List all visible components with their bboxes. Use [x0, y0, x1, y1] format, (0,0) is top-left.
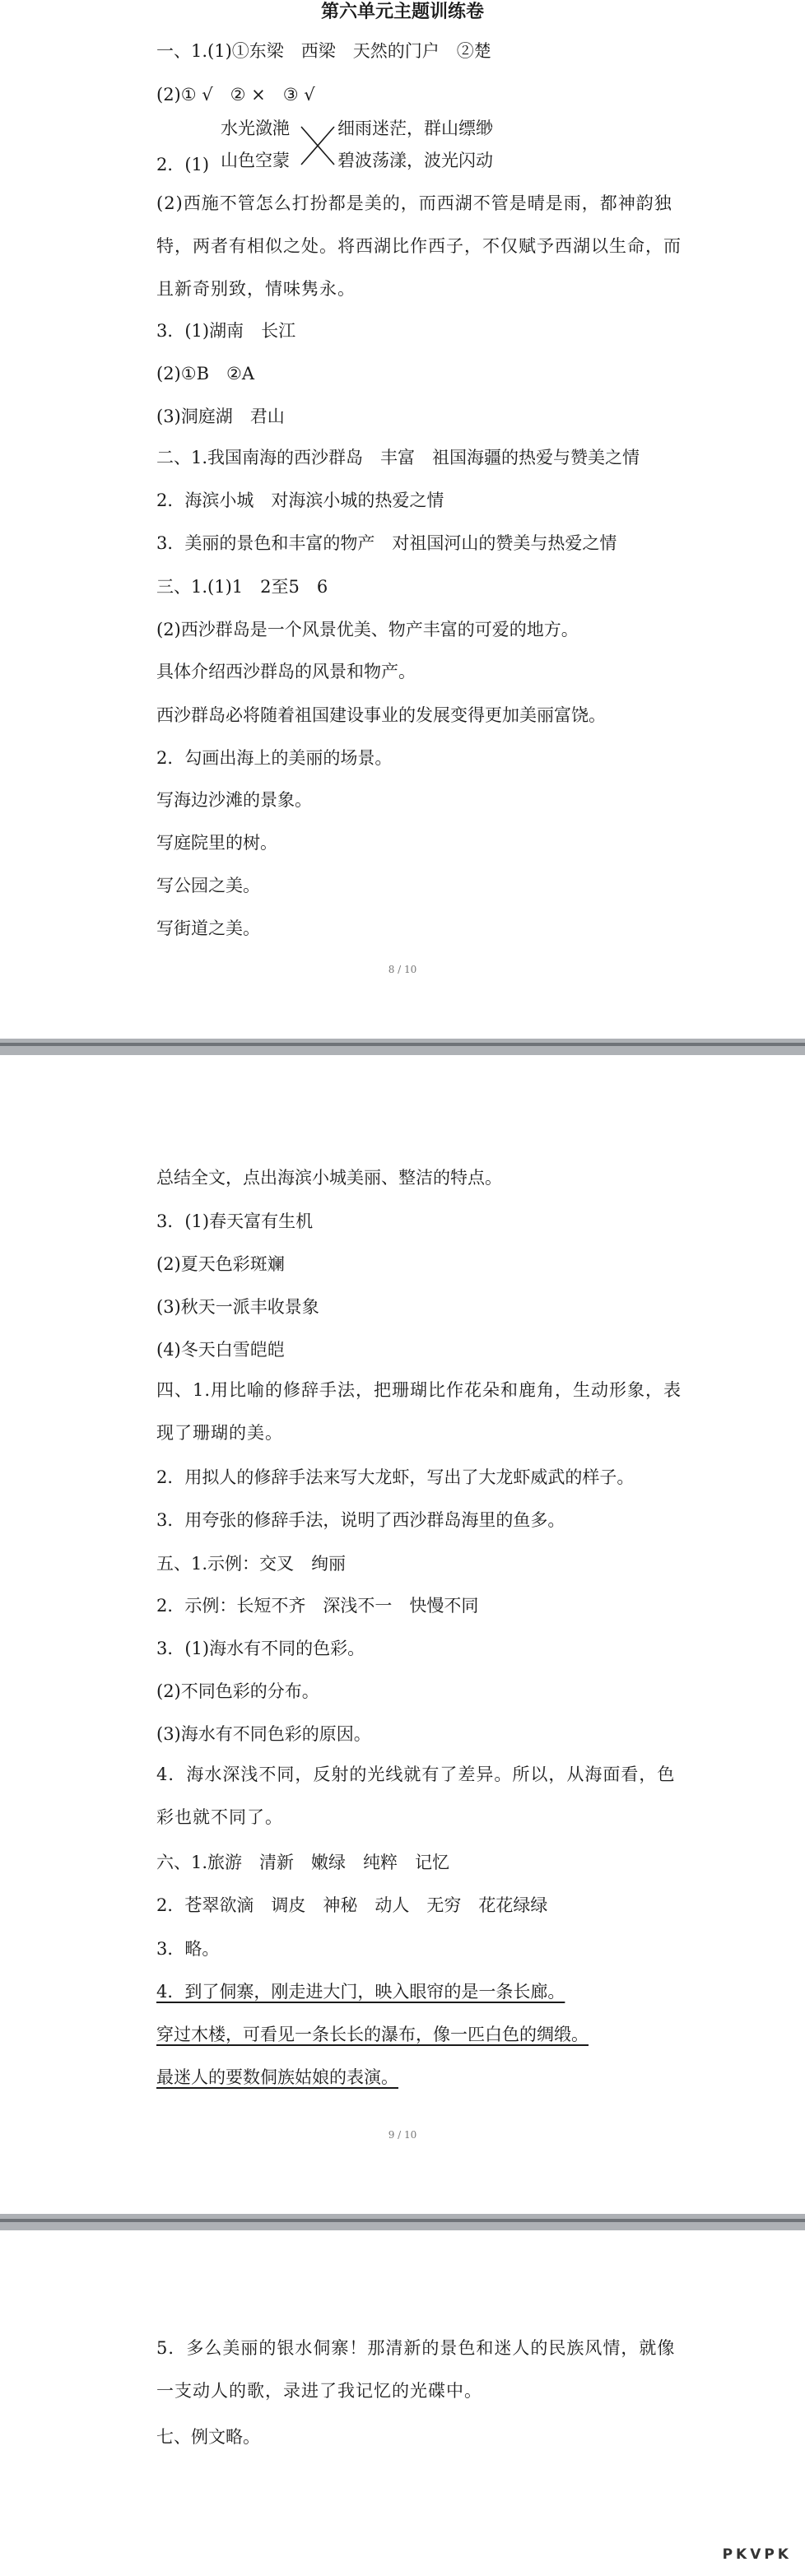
text-line: 2．苍翠欲滴 调皮 神秘 动人 无穷 花花绿绿 [156, 1895, 548, 1915]
paragraph: 5．多么美丽的银水侗寨！那清新的景色和迷人的民族风情，就像一支动人的歌，录进了我记忆的光碟中。 [156, 2338, 676, 2401]
text-line: (2)西沙群岛是一个风景优美、物产丰富的可爱的地方。 [156, 620, 579, 639]
text-line: (2)① √ ② × ③ √ [156, 85, 315, 105]
matching-right-1: 细雨迷茫，群山缥缈 [337, 119, 493, 138]
text-line: 3．用夸张的修辞手法，说明了西沙群岛海里的鱼多。 [156, 1510, 565, 1530]
text-line: 二、1.我国南海的西沙群岛 丰富 祖国海疆的热爱与赞美之情 [156, 448, 640, 467]
matching-cross-lines [300, 123, 336, 168]
text-line: (3)海水有不同色彩的原因。 [156, 1724, 371, 1744]
text-line: (3)洞庭湖 君山 [156, 407, 285, 426]
paragraph: 4．海水深浅不同，反射的光线就有了差异。所以，从海面看，色彩也就不同了。 [156, 1765, 676, 1827]
document-page-1 [0, 0, 805, 1039]
page-separator [0, 1039, 805, 1055]
text-line: 2．海滨小城 对海滨小城的热爱之情 [156, 491, 444, 510]
text-line: 五、1.示例：交叉 绚丽 [156, 1554, 347, 1574]
page-number: 9 / 10 [388, 2129, 417, 2141]
underlined-answer: 最迷人的要数侗族姑娘的表演。 [156, 2067, 398, 2087]
document-page-2 [0, 1055, 805, 2214]
text-line: 写海边沙滩的景象。 [156, 790, 312, 810]
text-line: 2．(1) [156, 155, 210, 174]
text-line: 2．用拟人的修辞手法来写大龙虾，写出了大龙虾威武的样子。 [156, 1467, 635, 1487]
text-line: 写公园之美。 [156, 876, 260, 895]
document-title: 第六单元主题训练卷 [320, 1, 484, 22]
document-page-3 [0, 2230, 805, 2576]
text-line: 写街道之美。 [156, 918, 260, 938]
text-line: (2)不同色彩的分布。 [156, 1681, 319, 1701]
matching-left-2: 山色空蒙 [221, 151, 290, 170]
text-line: 2．勾画出海上的美丽的场景。 [156, 748, 393, 768]
page-number: 8 / 10 [388, 964, 417, 975]
matching-left-1: 水光潋滟 [221, 119, 290, 138]
text-line: 七、例文略。 [156, 2427, 260, 2447]
text-line: 六、1.旅游 清新 嫩绿 纯粹 记忆 [156, 1853, 450, 1872]
text-line: 一、1.(1)①东梁 西梁 天然的门户 ②楚 [156, 41, 491, 61]
text-line: 总结全文，点出海滨小城美丽、整洁的特点。 [156, 1168, 502, 1188]
text-line: 3．美丽的景色和丰富的物产 对祖国河山的赞美与热爱之情 [156, 533, 617, 553]
watermark: PKVPK [722, 2546, 792, 2563]
page-separator [0, 2214, 805, 2230]
text-line: 具体介绍西沙群岛的风景和物产。 [156, 662, 416, 681]
text-line: 3．(1)湖南 长江 [156, 321, 296, 341]
text-line: 三、1.(1)1 2至5 6 [156, 577, 328, 597]
text-line: 2．示例：长短不齐 深浅不一 快慢不同 [156, 1596, 479, 1616]
text-line: 3．(1)春天富有生机 [156, 1211, 314, 1231]
text-line: (2)①B ②A [156, 364, 254, 384]
text-line: (3)秋天一派丰收景象 [156, 1297, 319, 1317]
text-line: (4)冬天白雪皑皑 [156, 1340, 285, 1360]
paragraph: 四、1.用比喻的修辞手法，把珊瑚比作花朵和鹿角，生动形象，表现了珊瑚的美。 [156, 1380, 682, 1443]
underlined-answer: 4．到了侗寨，刚走进大门，映入眼帘的是一条长廊。 [156, 1982, 565, 2002]
paragraph: (2)西施不管怎么打扮都是美的，而西湖不管是晴是雨，都神韵独特，两者有相似之处。将西湖比作西子，不仅赋予西湖以生命，而且新奇别致，情味隽永。 [156, 193, 682, 299]
matching-right-2: 碧波荡漾，波光闪动 [337, 151, 493, 170]
text-line: 3．略。 [156, 1939, 220, 1959]
text-line [156, 1979, 565, 2004]
text-line: 西沙群岛必将随着祖国建设事业的发展变得更加美丽富饶。 [156, 705, 606, 725]
underlined-answer: 穿过木楼，可看见一条长长的瀑布，像一匹白色的绸缎。 [156, 2025, 589, 2044]
text-line: 3．(1)海水有不同的色彩。 [156, 1639, 365, 1658]
text-line: (2)夏天色彩斑斓 [156, 1254, 285, 1274]
text-line: 写庭院里的树。 [156, 833, 277, 853]
